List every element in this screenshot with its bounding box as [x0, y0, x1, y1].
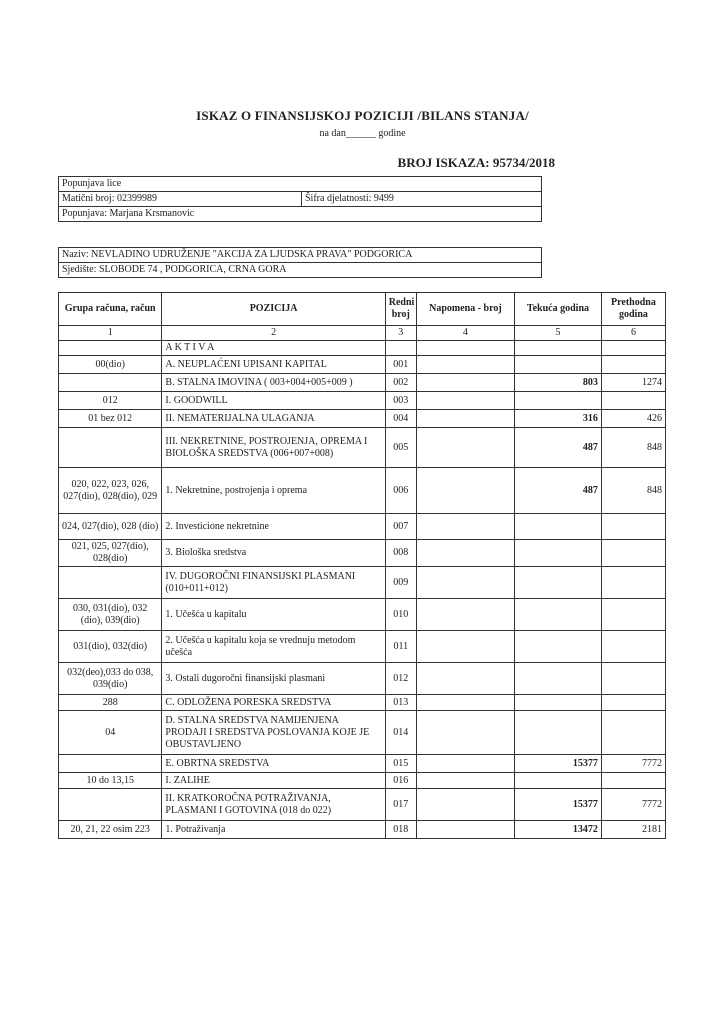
- cell-prethodna-godina: 2181: [601, 821, 665, 839]
- cell-pozicija: 3. Biološka sredstva: [162, 540, 385, 567]
- cell-tekuca-godina: [515, 599, 602, 631]
- cell-redni-broj: 003: [385, 392, 416, 410]
- report-number: BROJ ISKAZA: 95734/2018: [397, 155, 555, 170]
- cell-grupa: 032(deo),033 do 038, 039(dio): [59, 663, 162, 695]
- cell-pozicija: D. STALNA SREDSTVA NAMIJENJENA PRODAJI I SREDSTVA POSLOVANJA KOJE JE OBUSTAVLJENO: [162, 711, 385, 755]
- organization-table: [58, 247, 542, 278]
- cell-pozicija: C. ODLOŽENA PORESKA SREDSTVA: [162, 695, 385, 711]
- cell-redni-broj: 015: [385, 755, 416, 773]
- document-title: ISKAZ O FINANSIJSKOJ POZICIJI /BILANS STANJA/: [196, 108, 529, 123]
- cell-napomena: [416, 755, 514, 773]
- cell-pozicija: 1. Učešća u kapitalu: [162, 599, 385, 631]
- cell-prethodna-godina: 1274: [601, 374, 665, 392]
- cell-grupa: 00(dio): [59, 356, 162, 374]
- cell-grupa: 10 do 13,15: [59, 773, 162, 789]
- header-prethodna-godina: Prethodna godina: [601, 293, 665, 326]
- header-pozicija: POZICIJA: [162, 293, 385, 326]
- cell-redni-broj: 004: [385, 410, 416, 428]
- table-row: [59, 392, 666, 410]
- cell-prethodna-godina: 7772: [601, 789, 665, 821]
- cell-napomena: [416, 392, 514, 410]
- cell-grupa: [59, 374, 162, 392]
- column-number: 4: [416, 326, 514, 341]
- cell-prethodna-godina: [601, 514, 665, 540]
- cell-pozicija: IV. DUGOROČNI FINANSIJSKI PLASMANI (010+011+012): [162, 567, 385, 599]
- cell-tekuca-godina: [515, 711, 602, 755]
- cell-redni-broj: 008: [385, 540, 416, 567]
- cell-pozicija: II. NEMATERIJALNA ULAGANJA: [162, 410, 385, 428]
- table-row: [59, 540, 666, 567]
- cell-tekuca-godina: [515, 356, 602, 374]
- column-number: 1: [59, 326, 162, 341]
- cell-napomena: [416, 711, 514, 755]
- cell-grupa: [59, 755, 162, 773]
- cell-prethodna-godina: [601, 711, 665, 755]
- cell-tekuca-godina: [515, 341, 602, 356]
- cell-redni-broj: 017: [385, 789, 416, 821]
- cell-redni-broj: 006: [385, 468, 416, 514]
- cell-grupa: 031(dio), 032(dio): [59, 631, 162, 663]
- cell-tekuca-godina: 316: [515, 410, 602, 428]
- cell-grupa: 04: [59, 711, 162, 755]
- table-row: [59, 773, 666, 789]
- table-row: [59, 663, 666, 695]
- cell-redni-broj: 002: [385, 374, 416, 392]
- cell-napomena: [416, 773, 514, 789]
- cell-pozicija: 3. Ostali dugoročni finansijski plasmani: [162, 663, 385, 695]
- table-row: [59, 631, 666, 663]
- cell-tekuca-godina: 803: [515, 374, 602, 392]
- cell-prethodna-godina: 426: [601, 410, 665, 428]
- cell-tekuca-godina: [515, 567, 602, 599]
- cell-prethodna-godina: 7772: [601, 755, 665, 773]
- table-row: [59, 755, 666, 773]
- cell-pozicija: 1. Potraživanja: [162, 821, 385, 839]
- cell-napomena: [416, 821, 514, 839]
- cell-napomena: [416, 599, 514, 631]
- cell-grupa: 030, 031(dio), 032 (dio), 039(dio): [59, 599, 162, 631]
- cell-pozicija: E. OBRTNA SREDSTVA: [162, 755, 385, 773]
- cell-pozicija: A. NEUPLAĆENI UPISANI KAPITAL: [162, 356, 385, 374]
- cell-pozicija: III. NEKRETNINE, POSTROJENJA, OPREMA I BIOLOŠKA SREDSTVA (006+007+008): [162, 428, 385, 468]
- cell-grupa: 012: [59, 392, 162, 410]
- cell-tekuca-godina: 15377: [515, 789, 602, 821]
- table-row: [59, 789, 666, 821]
- document-subtitle: na dan______ godine: [319, 128, 406, 139]
- cell-redni-broj: 014: [385, 711, 416, 755]
- cell-tekuca-godina: [515, 631, 602, 663]
- cell-tekuca-godina: [515, 663, 602, 695]
- table-row: [59, 410, 666, 428]
- cell-tekuca-godina: [515, 514, 602, 540]
- cell-napomena: [416, 789, 514, 821]
- popunjava-name: Popunjava: Marjana Krsmanovic: [59, 207, 542, 222]
- cell-napomena: [416, 468, 514, 514]
- cell-pozicija: B. STALNA IMOVINA ( 003+004+005+009 ): [162, 374, 385, 392]
- header-redni-broj: Redni broj: [385, 293, 416, 326]
- popunjava-lice-label: Popunjava lice: [59, 177, 542, 192]
- cell-prethodna-godina: [601, 663, 665, 695]
- cell-prethodna-godina: 848: [601, 468, 665, 514]
- cell-grupa: [59, 789, 162, 821]
- sifra-djelatnosti: Šifra djelatnosti: 9499: [302, 192, 542, 207]
- cell-redni-broj: 011: [385, 631, 416, 663]
- cell-pozicija: A K T I V A: [162, 341, 385, 356]
- cell-prethodna-godina: [601, 356, 665, 374]
- cell-pozicija: I. GOODWILL: [162, 392, 385, 410]
- cell-napomena: [416, 356, 514, 374]
- table-row: [59, 341, 666, 356]
- cell-prethodna-godina: 848: [601, 428, 665, 468]
- cell-redni-broj: 013: [385, 695, 416, 711]
- cell-tekuca-godina: [515, 773, 602, 789]
- cell-tekuca-godina: 13472: [515, 821, 602, 839]
- column-number: 2: [162, 326, 385, 341]
- balance-sheet-table: [58, 292, 666, 839]
- cell-pozicija: 2. Učešća u kapitalu koja se vrednuju metodom učešća: [162, 631, 385, 663]
- cell-napomena: [416, 374, 514, 392]
- cell-grupa: 021, 025, 027(dio), 028(dio): [59, 540, 162, 567]
- table-row: [59, 695, 666, 711]
- cell-redni-broj: 007: [385, 514, 416, 540]
- cell-prethodna-godina: [601, 540, 665, 567]
- table-row: [59, 711, 666, 755]
- column-number: 6: [601, 326, 665, 341]
- cell-prethodna-godina: [601, 773, 665, 789]
- table-row: [59, 821, 666, 839]
- cell-napomena: [416, 540, 514, 567]
- cell-napomena: [416, 514, 514, 540]
- cell-grupa: [59, 567, 162, 599]
- cell-napomena: [416, 410, 514, 428]
- cell-grupa: 20, 21, 22 osim 223: [59, 821, 162, 839]
- info-table: [58, 176, 542, 222]
- cell-prethodna-godina: [601, 631, 665, 663]
- cell-napomena: [416, 695, 514, 711]
- cell-redni-broj: 012: [385, 663, 416, 695]
- cell-napomena: [416, 663, 514, 695]
- cell-tekuca-godina: 487: [515, 468, 602, 514]
- cell-pozicija: 1. Nekretnine, postrojenja i oprema: [162, 468, 385, 514]
- cell-tekuca-godina: [515, 392, 602, 410]
- cell-prethodna-godina: [601, 567, 665, 599]
- cell-tekuca-godina: [515, 540, 602, 567]
- cell-tekuca-godina: 15377: [515, 755, 602, 773]
- cell-tekuca-godina: 487: [515, 428, 602, 468]
- maticni-broj: Matični broj: 02399989: [59, 192, 302, 207]
- cell-napomena: [416, 567, 514, 599]
- table-row: [59, 599, 666, 631]
- table-row: [59, 428, 666, 468]
- cell-pozicija: I. ZALIHE: [162, 773, 385, 789]
- cell-redni-broj: 010: [385, 599, 416, 631]
- column-number: 3: [385, 326, 416, 341]
- cell-prethodna-godina: [601, 341, 665, 356]
- header-grupa: Grupa računa, račun: [59, 293, 162, 326]
- cell-grupa: 288: [59, 695, 162, 711]
- cell-redni-broj: 018: [385, 821, 416, 839]
- cell-redni-broj: 016: [385, 773, 416, 789]
- cell-tekuca-godina: [515, 695, 602, 711]
- cell-pozicija: 2. Investicione nekretnine: [162, 514, 385, 540]
- table-row: [59, 374, 666, 392]
- cell-redni-broj: [385, 341, 416, 356]
- cell-grupa: 01 bez 012: [59, 410, 162, 428]
- table-header-row: [59, 293, 666, 326]
- header-tekuca-godina: Tekuća godina: [515, 293, 602, 326]
- table-row: [59, 567, 666, 599]
- cell-napomena: [416, 631, 514, 663]
- table-row: [59, 468, 666, 514]
- cell-napomena: [416, 428, 514, 468]
- cell-prethodna-godina: [601, 599, 665, 631]
- cell-napomena: [416, 341, 514, 356]
- cell-grupa: [59, 341, 162, 356]
- cell-prethodna-godina: [601, 392, 665, 410]
- header-napomena: Napomena - broj: [416, 293, 514, 326]
- cell-redni-broj: 001: [385, 356, 416, 374]
- cell-pozicija: II. KRATKOROČNA POTRAŽIVANJA, PLASMANI I GOTOVINA (018 do 022): [162, 789, 385, 821]
- column-number: 5: [515, 326, 602, 341]
- column-number-row: [59, 326, 666, 341]
- table-row: [59, 514, 666, 540]
- cell-redni-broj: 005: [385, 428, 416, 468]
- cell-prethodna-godina: [601, 695, 665, 711]
- cell-redni-broj: 009: [385, 567, 416, 599]
- organization-name: Naziv: NEVLADINO UDRUŽENJE "AKCIJA ZA LJUDSKA PRAVA" PODGORICA: [59, 248, 542, 263]
- cell-grupa: 024, 027(dio), 028 (dio): [59, 514, 162, 540]
- organization-address: Sjedište: SLOBODE 74 , PODGORICA, CRNA GORA: [59, 263, 542, 278]
- table-row: [59, 356, 666, 374]
- cell-grupa: [59, 428, 162, 468]
- cell-grupa: 020, 022, 023, 026, 027(dio), 028(dio), 029: [59, 468, 162, 514]
